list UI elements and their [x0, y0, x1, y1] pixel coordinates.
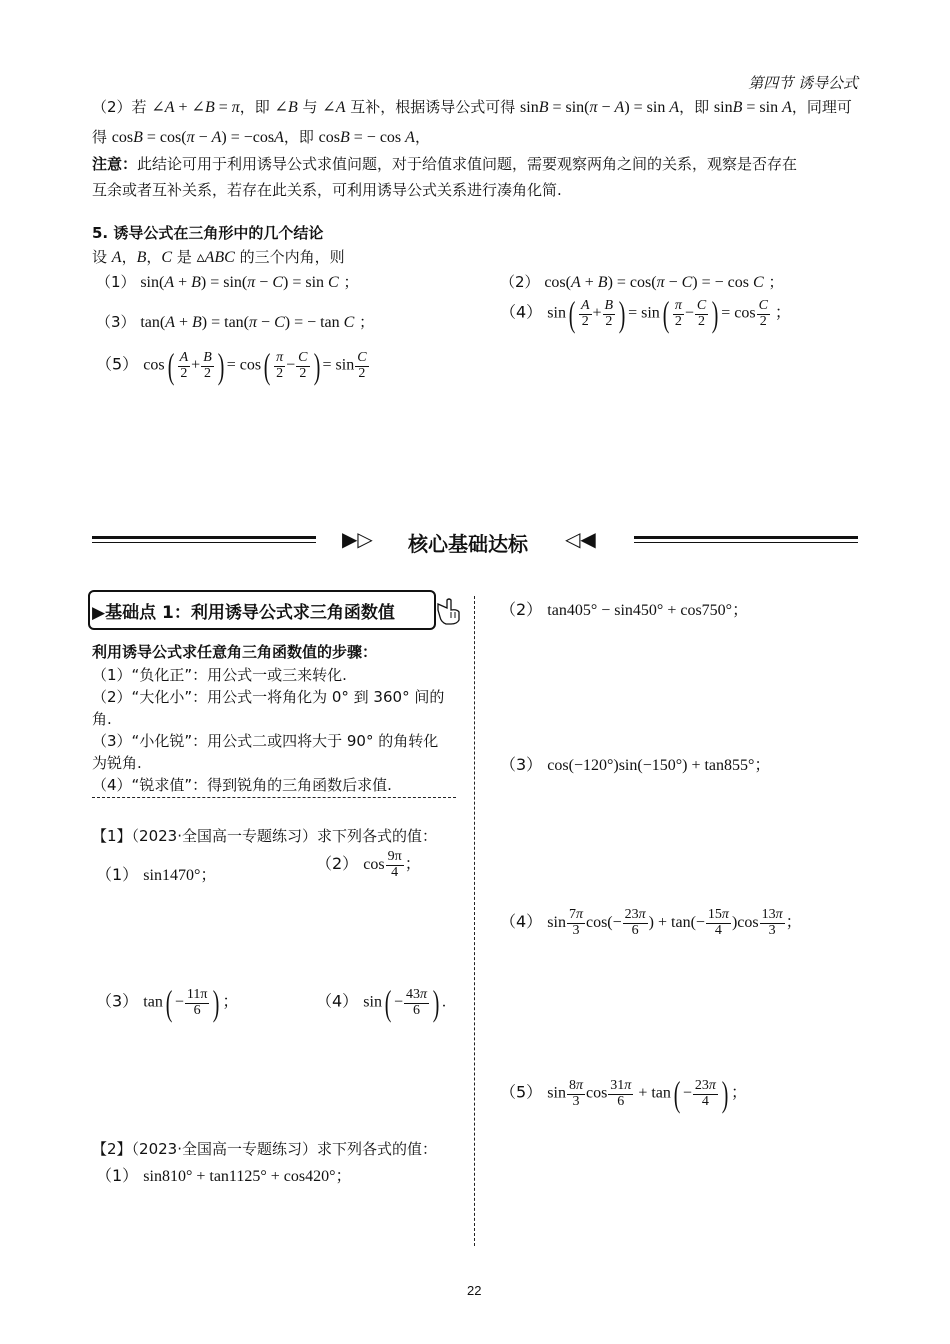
basic-point-label: ▶基础点 1：利用诱导公式求三角函数值 [92, 603, 395, 623]
page-number: 22 [467, 1283, 482, 1298]
banner-title: 核心基础达标 [408, 532, 528, 556]
steps-heading: 利用诱导公式求任意角三角函数值的步骤： [92, 643, 378, 661]
q1-item-1: （1） sin1470°； [96, 865, 217, 884]
pointing-hand-icon [435, 596, 463, 626]
triangle-item-5: （5） cos( $\frac{A}{2}$ + $\frac{B}{2}$ ) = cos( $\frac{\pi}{2}$ − $\frac{C}{2}$ ) = sin $\frac{C}{2}$ [96, 346, 367, 386]
step-line: 为锐角. [92, 754, 142, 772]
banner-rule-left-thin [92, 542, 316, 543]
banner-rule-left-thick [92, 536, 316, 539]
para2-line2: 得 cosB = cos(π − A) = −cosA，即 cosB = − cos A， [92, 128, 430, 146]
banner-rule-right-thick [634, 536, 858, 539]
step-line: （3）“小化锐”：用公式二或四将大于 90° 的角转化 [92, 732, 439, 750]
triangle-heading: 5. 诱导公式在三角形中的几个结论 [92, 224, 324, 242]
q1-title: 【1】（2023·全国高一专题练习）求下列各式的值： [92, 827, 437, 845]
banner-rule-right-thin [634, 542, 858, 543]
triangle-item-1: （1） sin(A + B) = sin(π − C) = sin C ； [96, 273, 359, 291]
q2-item-1: （1） sin810° + tan1125° + cos420°； [96, 1166, 352, 1185]
q1-item-2: （2） cos $\frac{9\pi}{4}$ ； [316, 849, 421, 880]
note-line2: 互余或者互补关系，若存在此关系，可利用诱导公式关系进行凑角化简. [92, 181, 562, 199]
q2-item-2: （2） tan405° − sin450° + cos750°； [500, 600, 749, 619]
column-divider [474, 596, 475, 1246]
triangle-intro: 设 A，B，C 是 ▵ABC 的三个内角，则 [92, 248, 345, 266]
step-line: （2）“大化小”：用公式一将角化为 0° 到 360° 间的 [92, 688, 445, 706]
section-title: 第四节 诱导公式 [748, 74, 858, 92]
para2-line1: （2）若 ∠A + ∠B = π，即 ∠B 与 ∠A 互补，根据诱导公式可得 sinB = sin(π − A) = sin A，即 sinB = sin A，同理可 [92, 98, 852, 116]
q1-item-4: （4） sin( − $\frac{43\pi}{6}$ ) . [316, 983, 446, 1023]
triangle-item-2: （2） cos(A + B) = cos(π − C) = − cos C ； [500, 273, 784, 291]
triangle-item-4: （4） sin( $\frac{A}{2}$ + $\frac{B}{2}$ ) = sin( $\frac{\pi}{2}$ − $\frac{C}{2}$ ) = cos $\frac{C}{2}$ ； [500, 294, 791, 334]
q2-item-4: （4） sin $\frac{7\pi}{3}$ cos(− $\frac{23\pi}{6}$ ) + tan(− $\frac{15\pi}{4}$ )cos $\frac{13\pi}{3}$ ； [500, 907, 802, 938]
q1-item-3: （3） tan( − $\frac{11\pi}{6}$ ) ； [96, 983, 239, 1023]
q2-item-5: （5） sin $\frac{8\pi}{3}$ cos $\frac{31\pi}{6}$ + tan( − $\frac{23\pi}{4}$ ) ； [500, 1074, 747, 1114]
steps-divider [92, 797, 456, 798]
note-line1: 注意：此结论可用于利用诱导公式求值问题，对于给值求值问题，需要观察两角之间的关系，观察是否存在 [92, 155, 798, 173]
step-line: 角. [92, 710, 112, 728]
q2-title: 【2】（2023·全国高一专题练习）求下列各式的值： [92, 1140, 437, 1158]
step-line: （1）“负化正”：用公式一或三来转化. [92, 666, 347, 684]
q2-item-3: （3） cos(−120°)sin(−150°) + tan855°； [500, 755, 771, 774]
step-line: （4）“锐求值”：得到锐角的三角函数后求值. [92, 776, 392, 794]
triangle-item-3: （3） tan(A + B) = tan(π − C) = − tan C ； [96, 313, 375, 331]
banner-left-arrows-icon: ▶▷ [342, 527, 373, 551]
banner-right-arrows-icon: ◁◀ [565, 527, 596, 551]
